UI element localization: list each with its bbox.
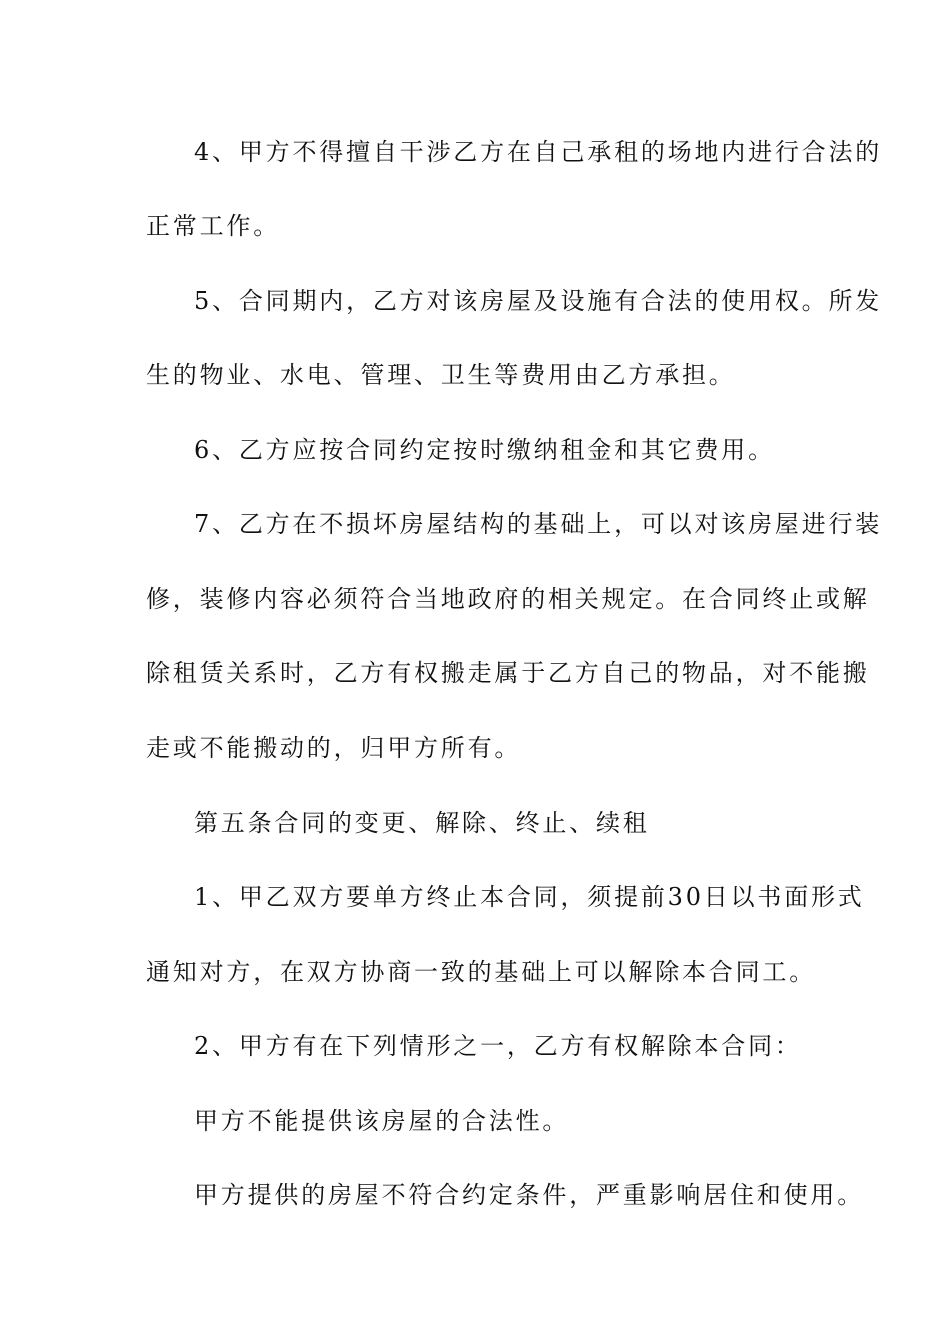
clause-7-line-3: 除租赁关系时，乙方有权搬走属于乙方自己的物品，对不能搬 <box>146 659 870 687</box>
article-5-heading: 第五条合同的变更、解除、终止、续租 <box>194 809 650 837</box>
clause-4-line-2: 正常工作。 <box>146 212 280 240</box>
article-5-clause-1-line-1: 1、甲乙双方要单方终止本合同，须提前30日以书面形式 <box>194 883 865 911</box>
termination-condition-1: 甲方不能提供该房屋的合法性。 <box>194 1107 570 1135</box>
clause-6-line-1: 6、乙方应按合同约定按时缴纳租金和其它费用。 <box>194 436 775 464</box>
clause-4-line-1: 4、甲方不得擅自干涉乙方在自己承租的场地内进行合法的 <box>194 138 883 166</box>
clause-7-line-4: 走或不能搬动的，归甲方所有。 <box>146 734 522 762</box>
clause-7-line-2: 修，装修内容必须符合当地政府的相关规定。在合同终止或解 <box>146 585 870 613</box>
article-5-clause-2-line-1: 2、甲方有在下列情形之一，乙方有权解除本合同： <box>194 1032 802 1060</box>
clause-5-line-2: 生的物业、水电、管理、卫生等费用由乙方承担。 <box>146 361 736 389</box>
clause-7-line-1: 7、乙方在不损坏房屋结构的基础上，可以对该房屋进行装 <box>194 510 883 538</box>
termination-condition-2: 甲方提供的房屋不符合约定条件，严重影响居住和使用。 <box>194 1181 864 1209</box>
clause-5-line-1: 5、合同期内，乙方对该房屋及设施有合法的使用权。所发 <box>194 287 883 315</box>
article-5-clause-1-line-2: 通知对方，在双方协商一致的基础上可以解除本合同工。 <box>146 958 816 986</box>
